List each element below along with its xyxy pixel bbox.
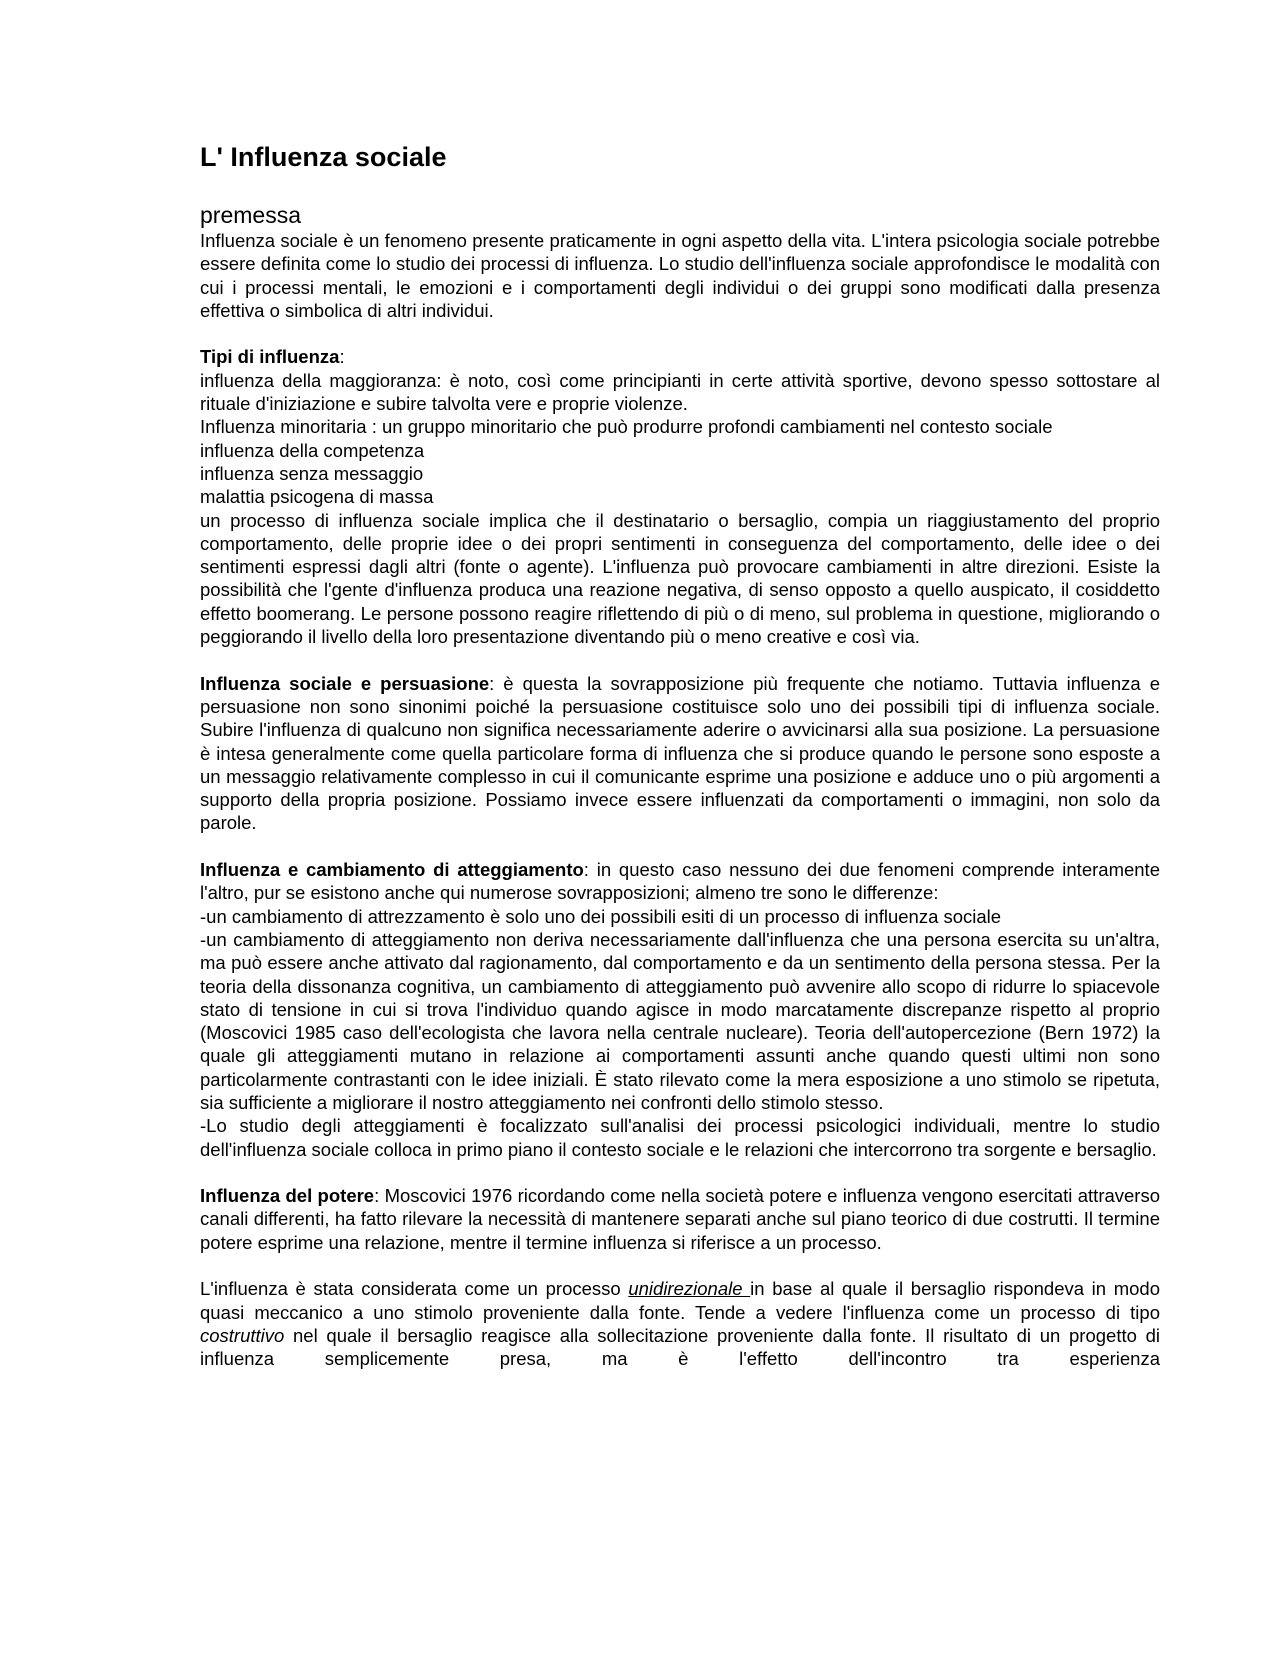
- tipi-competenza: influenza della competenza: [200, 439, 425, 461]
- atteggiamento-point-1: -un cambiamento di attrezzamento è solo uno dei possibili esiti di un processo di influenza sociale: [200, 905, 1002, 927]
- processo-part-2: in base al quale il bersaglio rispondeva in modo quasi meccanico a uno stimolo proveniente dalla fonte. Tende a vedere l'influenza come un processo di tipo: [200, 1278, 1160, 1323]
- tipi-senza-messaggio: influenza senza messaggio: [200, 462, 424, 484]
- persuasione-paragraph: [200, 672, 1160, 835]
- potere-text: : Moscovici 1976 ricordando come nella società potere e influenza vengono esercitati attraverso canali differenti, ha fatto rilevare la necessità di mantenere separati anche sul piano teorico di due costrutti. Il termine potere esprime una relazione, mentre il termine influenza si riferisce a un processo.: [200, 1185, 1161, 1253]
- spacer: [200, 1254, 1160, 1277]
- atteggiamento-heading: Influenza e cambiamento di atteggiamento: [200, 859, 584, 881]
- processo-part-1: L'influenza è stata considerata come un processo: [200, 1278, 629, 1300]
- intro-paragraph: Influenza sociale è un fenomeno presente praticamente in ogni aspetto della vita. L'intera psicologia sociale potrebbe essere definita come lo studio dei processi di influenza. Lo studio dell'influenza sociale approfondisce le modalità con cui i processi mentali, le emozioni e i comportamenti degli individui o dei gruppi sono modificati dalla presenza effettiva o simbolica di altri individui.: [200, 230, 1160, 321]
- spacer: [200, 1161, 1160, 1184]
- processo-part-3: nel quale il bersaglio reagisce alla sollecitazione proveniente dalla fonte. Il risultato di un progetto di influenza semplicemente presa, ma è l'effetto dell'incontro tra esperienza: [200, 1324, 1160, 1370]
- tipi-minoritaria: Influenza minoritaria : un gruppo minoritario che può produrre profondi cambiamenti nel contesto sociale: [200, 416, 1053, 438]
- document-page: [200, 140, 1160, 1371]
- atteggiamento-text: : in questo caso nessuno dei due fenomeni comprende interamente l'altro, pur se esistono anche qui numerose sovrapposizioni; almeno tre sono le differenze:: [200, 859, 1160, 904]
- processo-paragraph: [200, 1277, 1160, 1370]
- spacer: [200, 835, 1160, 858]
- processo-costruttivo: costruttivo: [200, 1324, 285, 1346]
- tipi-malattia: malattia psicogena di massa: [200, 486, 434, 508]
- potere-paragraph: [200, 1184, 1160, 1254]
- spacer: [200, 322, 1160, 345]
- tipi-maggioranza: influenza della maggioranza: è noto, così come principianti in certe attività sportive, devono spesso sottostare al rituale d'iniziazione e subire talvolta vere e proprie violenze.: [200, 369, 1160, 415]
- persuasione-heading: Influenza sociale e persuasione: [200, 672, 490, 694]
- processo-unidirezionale: unidirezionale: [628, 1278, 751, 1300]
- atteggiamento-point-3: -Lo studio degli atteggiamenti è focalizzato sull'analisi dei processi psicologici individuali, mentre lo studio dell'influenza sociale colloca in primo piano il contesto sociale e le relazioni che intercorrono tra sorgente e bersaglio.: [200, 1115, 1160, 1160]
- page-title: L' Influenza sociale: [200, 142, 447, 172]
- potere-heading: Influenza del potere: [200, 1185, 375, 1207]
- atteggiamento-paragraph: [200, 858, 1160, 905]
- spacer: [200, 648, 1160, 671]
- tipi-colon: :: [339, 346, 345, 368]
- tipi-processo: un processo di influenza sociale implica che il destinatario o bersaglio, compia un riaggiustamento del proprio comportamento, delle proprie idee o dei propri sentimenti in conseguenza del comportamento, delle idee o dei sentimenti espressi dagli altri (fonte o agente). L'influenza può provocare cambiamenti in altre direzioni. Esiste la possibilità che l'gente d'influenza produca una reazione negativa, di senso opposto a quello auspicato, il cosiddetto effetto boomerang. Le persone possono reagire riflettendo di più o di meno, sul problema in questione, migliorando o peggiorando il livello della loro presentazione diventando più o meno creative e così via.: [200, 509, 1160, 648]
- tipi-heading-line: [200, 345, 1160, 368]
- atteggiamento-point-2: -un cambiamento di atteggiamento non deriva necessariamente dall'influenza che una persona esercita su un'altra, ma può essere anche attivato dal ragionamento, dal comportamento e da un sentimento della persona stessa. Per la teoria della dissonanza cognitiva, un cambiamento di atteggiamento può avvenire allo scopo di ridurre lo spiacevole stato di tensione in cui si trova l'individuo quando agisce in modo marcatamente discrepanze rispetto al proprio (Moscovici 1985 caso dell'ecologista che lavora nella centrale nucleare). Teoria dell'autopercezione (Bern 1972) la quale gli atteggiamenti mutano in relazione ai comportamenti assunti anche quando questi ultimi non sono particolarmente contrastanti con le idee iniziali. È stato rilevato come la mera esposizione a uno stimolo se ripetuta, sia sufficiente a migliorare il nostro atteggiamento nei confronti dello stimolo stesso.: [200, 928, 1160, 1113]
- tipi-heading: Tipi di influenza: [200, 346, 340, 368]
- persuasione-text: : è questa la sovrapposizione più frequente che notiamo. Tuttavia influenza e persuasione non sono sinonimi poiché la persuasione costituisce solo uno dei possibili tipi di influenza sociale. Subire l'influenza di qualcuno non significa necessariamente aderire o avvicinarsi alla sua posizione. La persuasione è intesa generalmente come quella particolare forma di influenza che si produce quando le persone sono esposte a un messaggio relativamente complesso in cui il comunicante esprime una posizione e adduce uno o più argomenti a supporto della propria posizione. Possiamo invece essere influenzati da comportamenti o immagini, non solo da parole.: [200, 672, 1160, 834]
- section-subtitle: premessa: [200, 202, 301, 228]
